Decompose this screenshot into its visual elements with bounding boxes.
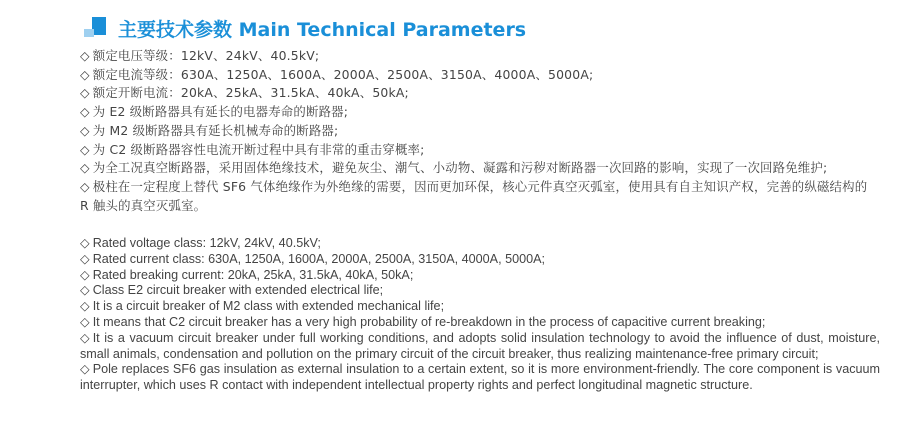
section-title: 主要技术参数 Main Technical Parameters	[118, 18, 527, 41]
section-heading	[84, 14, 526, 42]
list-item-text: 额定电压等级：12kV、24kV、40.5kV;	[92, 48, 320, 63]
diamond-bullet-icon: ◇	[80, 299, 90, 314]
list-item-text: Rated current class: 630A, 1250A, 1600A, 2000A, 2500A, 3150A, 4000A, 5000A;	[92, 251, 545, 266]
list-item	[80, 47, 880, 66]
diamond-bullet-icon: ◇	[80, 314, 90, 329]
list-item-text: Class E2 circuit breaker with extended electrical life;	[92, 283, 384, 298]
list-item	[80, 331, 880, 363]
diamond-bullet-icon: ◇	[80, 85, 90, 101]
list-item-text: It is a circuit breaker of M2 class with extended mechanical life;	[92, 299, 445, 314]
list-item	[80, 178, 880, 215]
list-item	[80, 159, 880, 178]
list-item	[80, 103, 880, 122]
diamond-bullet-icon: ◇	[80, 48, 90, 63]
diamond-bullet-icon: ◇	[80, 66, 90, 82]
list-item	[80, 84, 880, 103]
list-item	[80, 236, 880, 252]
list-item-text: Rated voltage class: 12kV, 24kV, 40.5kV;	[92, 236, 321, 250]
list-item-text: 极柱在一定程度上替代 SF6 气体绝缘作为外绝缘的需要，因而更加环保，核心元件真空灭弧室，使用具有自主知识产权，完善的纵磁结构的 R 触头的真空灭弧室。	[80, 178, 868, 213]
list-item	[80, 268, 880, 284]
list-item-text: 额定电流等级：630A、1250A、1600A、2000A、2500A、3150A、4000A、5000A;	[92, 66, 594, 82]
diamond-bullet-icon: ◇	[80, 330, 90, 345]
list-item-text: It means that C2 circuit breaker has a very high probability of re-breakdown in the process of capacitive current breaking;	[92, 314, 766, 329]
diamond-bullet-icon: ◇	[80, 362, 90, 377]
diamond-bullet-icon: ◇	[80, 267, 90, 282]
diamond-bullet-icon: ◇	[80, 251, 90, 266]
diamond-bullet-icon: ◇	[80, 141, 90, 157]
two-blue-squares-icon	[84, 17, 112, 39]
list-item-text: 为全工况真空断路器，采用固体绝缘技术，避免灰尘、潮气、小动物、凝露和污秽对断路器一次回路的影响，实现了一次回路免维护;	[92, 160, 828, 176]
list-item-text: Rated breaking current: 20kA, 25kA, 31.5kA, 40kA, 50kA;	[92, 267, 414, 282]
diamond-bullet-icon: ◇	[80, 122, 90, 138]
list-item-text: 额定开断电流：20kA、25kA、31.5kA、40kA、50kA;	[92, 85, 409, 101]
list-item	[80, 299, 880, 315]
list-item-text: Pole replaces SF6 gas insulation as external insulation to a certain extent, so it is more environment-friendly. The core component is vacuum interrupter, which uses R contact with independent intellectual property rights and perfect longitudinal magnetic structure.	[80, 362, 880, 393]
list-item-text: 为 C2 级断路器容性电流开断过程中具有非常的重击穿概率;	[92, 141, 425, 157]
diamond-bullet-icon: ◇	[80, 160, 90, 176]
diamond-bullet-icon: ◇	[80, 104, 90, 120]
list-item	[80, 122, 880, 141]
list-item-text: It is a vacuum circuit breaker under full working conditions, and adopts solid insulation technology to avoid the influence of dust, moisture, small animals, condensation and pollution on the primary circuit of the circuit breaker, thus realizing maintenance-free primary circuit;	[80, 330, 880, 361]
chinese-parameter-list	[80, 47, 880, 215]
list-item	[80, 315, 880, 331]
list-item	[80, 66, 880, 85]
list-item-text: 为 M2 级断路器具有延长机械寿命的断路器;	[92, 122, 339, 138]
english-parameter-list	[80, 236, 880, 394]
list-item-text: 为 E2 级断路器具有延长的电器寿命的断路器;	[92, 104, 349, 120]
list-item	[80, 362, 880, 394]
list-item	[80, 252, 880, 268]
diamond-bullet-icon: ◇	[80, 283, 90, 298]
list-item	[80, 283, 880, 299]
list-item	[80, 141, 880, 160]
diamond-bullet-icon: ◇	[80, 178, 90, 194]
diamond-bullet-icon: ◇	[80, 236, 90, 250]
